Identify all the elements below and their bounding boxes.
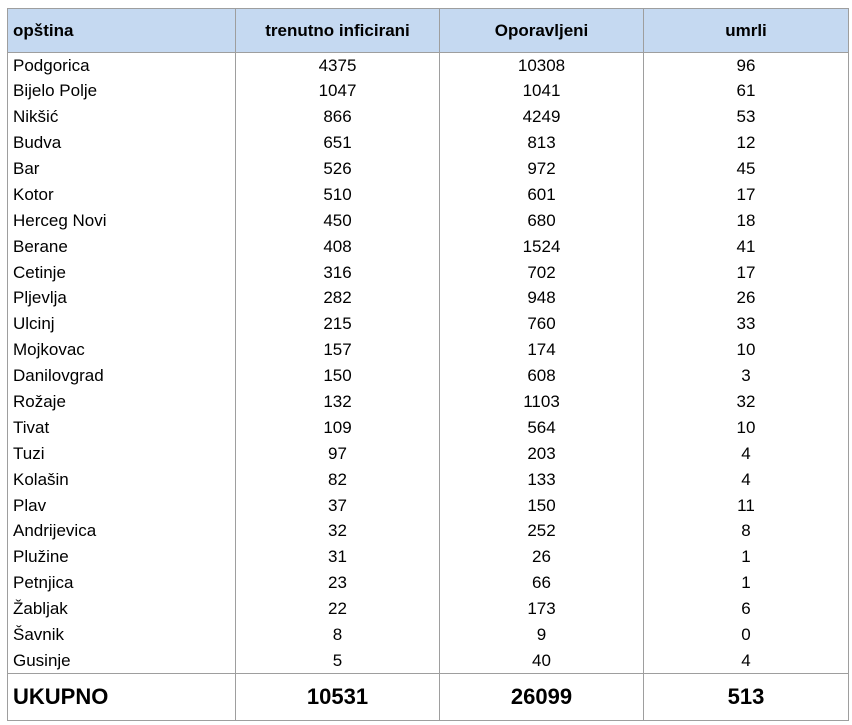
table-row [8, 622, 849, 648]
cell-umrli: 4 [644, 648, 849, 674]
cell-inficirani: 8 [236, 622, 440, 648]
cell-oporavljeni: 601 [440, 182, 644, 208]
total-row [8, 674, 849, 721]
table-row [8, 467, 849, 493]
table-row [8, 519, 849, 545]
cell-opstina: Žabljak [8, 596, 236, 622]
cell-inficirani: 1047 [236, 78, 440, 104]
cell-oporavljeni: 133 [440, 467, 644, 493]
cell-oporavljeni: 1041 [440, 78, 644, 104]
cell-oporavljeni: 680 [440, 208, 644, 234]
cell-opstina: Kotor [8, 182, 236, 208]
table-row [8, 311, 849, 337]
table-row [8, 415, 849, 441]
cell-opstina: Budva [8, 130, 236, 156]
table-row [8, 234, 849, 260]
cell-opstina: Danilovgrad [8, 363, 236, 389]
cell-opstina: Rožaje [8, 389, 236, 415]
cell-opstina: Tuzi [8, 441, 236, 467]
total-oporavljeni: 26099 [440, 674, 644, 721]
cell-umrli: 41 [644, 234, 849, 260]
table-row [8, 156, 849, 182]
cell-oporavljeni: 173 [440, 596, 644, 622]
table-body [8, 53, 849, 674]
cell-oporavljeni: 10308 [440, 53, 644, 79]
cell-umrli: 10 [644, 415, 849, 441]
cell-opstina: Cetinje [8, 260, 236, 286]
table-row [8, 648, 849, 674]
cell-umrli: 32 [644, 389, 849, 415]
header-opstina: opština [8, 9, 236, 53]
cell-opstina: Podgorica [8, 53, 236, 79]
cell-inficirani: 32 [236, 519, 440, 545]
cell-opstina: Tivat [8, 415, 236, 441]
cell-umrli: 53 [644, 104, 849, 130]
cell-opstina: Nikšić [8, 104, 236, 130]
table-row [8, 363, 849, 389]
header-oporavljeni: Oporavljeni [440, 9, 644, 53]
table-row [8, 260, 849, 286]
table-row [8, 441, 849, 467]
table-row [8, 337, 849, 363]
cell-inficirani: 157 [236, 337, 440, 363]
table-row [8, 596, 849, 622]
cell-inficirani: 22 [236, 596, 440, 622]
cell-umrli: 0 [644, 622, 849, 648]
cell-umrli: 8 [644, 519, 849, 545]
cell-opstina: Kolašin [8, 467, 236, 493]
cell-inficirani: 82 [236, 467, 440, 493]
cell-umrli: 96 [644, 53, 849, 79]
cell-oporavljeni: 174 [440, 337, 644, 363]
cell-opstina: Plav [8, 493, 236, 519]
cell-umrli: 12 [644, 130, 849, 156]
cell-umrli: 6 [644, 596, 849, 622]
cell-oporavljeni: 813 [440, 130, 644, 156]
cell-inficirani: 109 [236, 415, 440, 441]
table-row [8, 389, 849, 415]
cell-umrli: 11 [644, 493, 849, 519]
cell-inficirani: 31 [236, 544, 440, 570]
cell-opstina: Bijelo Polje [8, 78, 236, 104]
cell-umrli: 4 [644, 441, 849, 467]
cell-inficirani: 450 [236, 208, 440, 234]
table-row [8, 104, 849, 130]
cell-opstina: Bar [8, 156, 236, 182]
cell-inficirani: 4375 [236, 53, 440, 79]
cell-oporavljeni: 26 [440, 544, 644, 570]
total-inficirani: 10531 [236, 674, 440, 721]
covid-municipality-table [7, 8, 849, 721]
cell-oporavljeni: 150 [440, 493, 644, 519]
cell-oporavljeni: 203 [440, 441, 644, 467]
cell-inficirani: 866 [236, 104, 440, 130]
cell-oporavljeni: 252 [440, 519, 644, 545]
cell-opstina: Pljevlja [8, 286, 236, 312]
header-umrli: umrli [644, 9, 849, 53]
cell-oporavljeni: 1103 [440, 389, 644, 415]
cell-umrli: 4 [644, 467, 849, 493]
cell-umrli: 17 [644, 182, 849, 208]
cell-umrli: 3 [644, 363, 849, 389]
cell-oporavljeni: 948 [440, 286, 644, 312]
cell-umrli: 17 [644, 260, 849, 286]
cell-inficirani: 132 [236, 389, 440, 415]
cell-umrli: 1 [644, 544, 849, 570]
cell-opstina: Mojkovac [8, 337, 236, 363]
cell-inficirani: 316 [236, 260, 440, 286]
total-umrli: 513 [644, 674, 849, 721]
table-row [8, 493, 849, 519]
cell-inficirani: 215 [236, 311, 440, 337]
cell-opstina: Andrijevica [8, 519, 236, 545]
cell-umrli: 45 [644, 156, 849, 182]
cell-oporavljeni: 66 [440, 570, 644, 596]
cell-inficirani: 510 [236, 182, 440, 208]
header-trenutno-inficirani: trenutno inficirani [236, 9, 440, 53]
cell-opstina: Petnjica [8, 570, 236, 596]
cell-inficirani: 97 [236, 441, 440, 467]
cell-oporavljeni: 4249 [440, 104, 644, 130]
cell-oporavljeni: 972 [440, 156, 644, 182]
table-header [8, 9, 849, 53]
cell-umrli: 33 [644, 311, 849, 337]
total-label: UKUPNO [8, 674, 236, 721]
table-row [8, 208, 849, 234]
cell-oporavljeni: 40 [440, 648, 644, 674]
cell-oporavljeni: 760 [440, 311, 644, 337]
cell-inficirani: 37 [236, 493, 440, 519]
table-row [8, 78, 849, 104]
cell-umrli: 10 [644, 337, 849, 363]
table-row [8, 570, 849, 596]
cell-inficirani: 282 [236, 286, 440, 312]
table-row [8, 53, 849, 79]
table-row [8, 182, 849, 208]
cell-opstina: Ulcinj [8, 311, 236, 337]
cell-inficirani: 651 [236, 130, 440, 156]
cell-opstina: Berane [8, 234, 236, 260]
cell-oporavljeni: 608 [440, 363, 644, 389]
cell-inficirani: 23 [236, 570, 440, 596]
cell-inficirani: 526 [236, 156, 440, 182]
table-row [8, 130, 849, 156]
cell-opstina: Plužine [8, 544, 236, 570]
cell-umrli: 61 [644, 78, 849, 104]
cell-oporavljeni: 1524 [440, 234, 644, 260]
cell-opstina: Šavnik [8, 622, 236, 648]
cell-inficirani: 5 [236, 648, 440, 674]
table-row [8, 544, 849, 570]
cell-inficirani: 408 [236, 234, 440, 260]
header-row [8, 9, 849, 53]
cell-oporavljeni: 9 [440, 622, 644, 648]
cell-opstina: Herceg Novi [8, 208, 236, 234]
cell-oporavljeni: 702 [440, 260, 644, 286]
cell-umrli: 18 [644, 208, 849, 234]
table-row [8, 286, 849, 312]
cell-inficirani: 150 [236, 363, 440, 389]
table-footer [8, 674, 849, 721]
cell-umrli: 1 [644, 570, 849, 596]
cell-oporavljeni: 564 [440, 415, 644, 441]
cell-opstina: Gusinje [8, 648, 236, 674]
cell-umrli: 26 [644, 286, 849, 312]
